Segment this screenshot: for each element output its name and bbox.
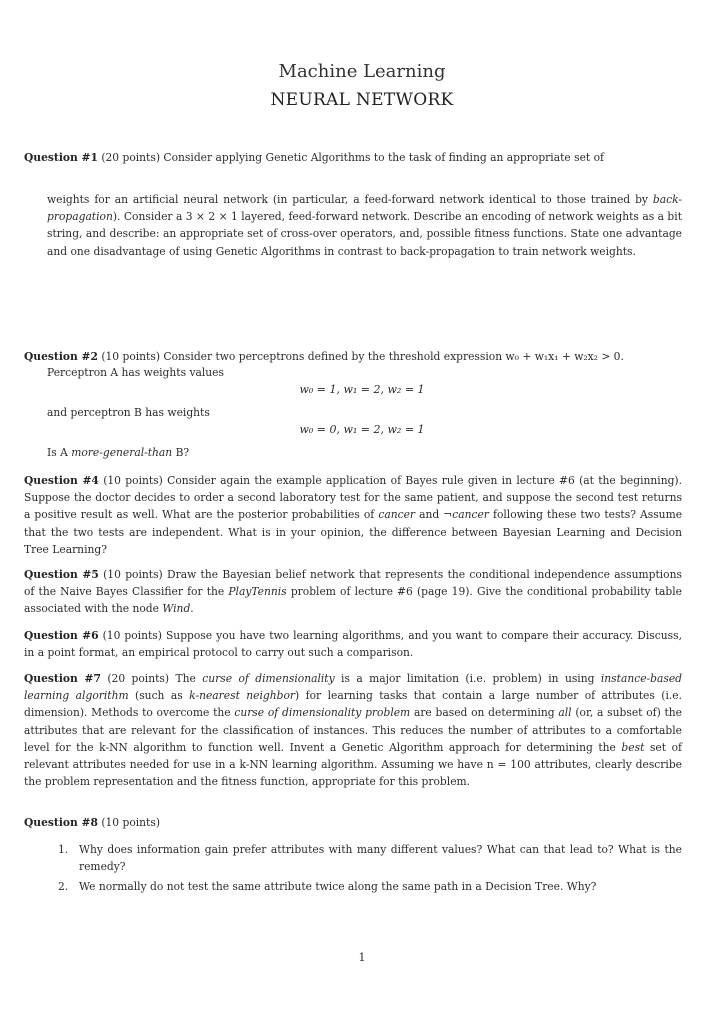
question-4-points: (10 points) bbox=[103, 474, 163, 487]
question-7-text-1: The bbox=[175, 672, 196, 685]
question-6 bbox=[24, 627, 682, 661]
question-1-label: Question #1 bbox=[24, 151, 98, 164]
question-2-weights-b: w₀ = 0, w₁ = 2, w₂ = 1 bbox=[299, 423, 425, 436]
question-7-text-7: set of relevant attributes needed for use in a k-NN learning algorithm. Assuming we have n = 100 attributes, clearly describe the problem representation and the fitness function, appropriate for this problem. bbox=[24, 740, 682, 789]
question-1-heading bbox=[24, 149, 682, 166]
question-5-emphasis-playtennis: PlayTennis bbox=[228, 585, 287, 599]
question-6-points: (10 points) bbox=[102, 629, 162, 642]
question-1-body-text-cont: ). Consider a 3 × 2 × 1 layered, feed-forward network. Describe an encoding of network weights as a bit string, and describe: an appropriate set of cross-over operators, and, possible fitness functions. State one advantage and one disadvantage of using Genetic Algorithms in contrast to back-propagation to train network weights. bbox=[47, 210, 682, 258]
question-8-label: Question #8 bbox=[24, 816, 98, 829]
question-7-text-4: ) for learning tasks that contain a large number of attributes (i.e. dimension). Methods to overcome the bbox=[24, 689, 682, 720]
question-1-body bbox=[47, 191, 682, 260]
question-4-label: Question #4 bbox=[24, 474, 99, 487]
question-8-item-1-text: Why does information gain prefer attributes with many different values? What can that lead to? What is the remedy? bbox=[79, 843, 682, 874]
question-2-intro bbox=[24, 348, 682, 365]
question-5-label: Question #5 bbox=[24, 568, 99, 581]
question-2-line-b: and perceptron B has weights bbox=[47, 406, 210, 419]
question-8-item-1 bbox=[50, 841, 682, 875]
question-6-text: Suppose you have two learning algorithms, and you want to compare their accuracy. Discuss, in a point format, an empirical protocol to carry out such a comparison. bbox=[24, 629, 682, 660]
question-5-text-end: . bbox=[190, 602, 194, 616]
question-7-emphasis-4: curse of dimensionality problem bbox=[234, 706, 411, 720]
question-2-intro-text: Consider two perceptrons defined by the threshold expression w₀ + w₁x₁ + w₂x₂ > 0. bbox=[163, 350, 624, 363]
question-7-text-6: (or, a subset of) the attributes that are relevant for the classification of instances. This reduces the number of attributes to a comfortable level for the k-NN algorithm to function well. Invent a Genetic Algorithm approach for determining the bbox=[24, 706, 683, 754]
question-2-question-end: B? bbox=[175, 446, 190, 459]
question-2-question-emphasis: more-general-than bbox=[71, 446, 173, 459]
question-7-points: (20 points) bbox=[107, 672, 170, 685]
question-5-text-cont: problem of lecture #6 (page 19). Give the conditional probability table associated with the node bbox=[24, 585, 682, 616]
question-1-first-line: Consider applying Genetic Algorithms to the task of finding an appropriate set of bbox=[163, 151, 604, 164]
question-1-body-text: weights for an artificial neural network (in particular, a feed-forward network identical to those trained by bbox=[47, 193, 648, 206]
question-4 bbox=[24, 472, 682, 558]
page-number: 1 bbox=[358, 951, 366, 964]
question-8-item-2 bbox=[50, 878, 682, 895]
question-7-emphasis-2: instance-based learning algorithm bbox=[24, 672, 682, 703]
question-1-body-emphasis: back-propagation bbox=[47, 193, 682, 224]
question-8-item-2-text: We normally do not test the same attribute twice along the same path in a Decision Tree. Why? bbox=[79, 880, 597, 893]
question-2-points: (10 points) bbox=[101, 350, 161, 363]
question-4-emphasis-not-cancer: ¬cancer bbox=[443, 508, 489, 522]
question-5-text: Draw the Bayesian belief network that represents the conditional independence assumptions of the Naive Bayes Classifier for the bbox=[24, 568, 682, 599]
question-6-label: Question #6 bbox=[24, 629, 99, 642]
question-4-emphasis-cancer: cancer bbox=[378, 508, 416, 522]
question-2-question-text: Is A bbox=[47, 446, 68, 459]
question-7-text-3: (such as bbox=[135, 689, 183, 703]
question-5 bbox=[24, 566, 682, 618]
question-7 bbox=[24, 670, 682, 790]
question-7-label: Question #7 bbox=[24, 672, 101, 685]
question-4-text: Consider again the example application of Bayes rule given in lecture #6 (at the beginning). Suppose the doctor decides to order a second laboratory test for the same patient, and suppose the second test returns a positive result as well. What are the posterior probabilities of bbox=[24, 474, 682, 522]
course-title: Machine Learning bbox=[278, 61, 446, 82]
question-2-label: Question #2 bbox=[24, 350, 98, 363]
question-7-emphasis-3: k-nearest neighbor bbox=[189, 689, 296, 703]
question-7-emphasis-5: all bbox=[558, 706, 572, 720]
question-7-text-2: is a major limitation (i.e. problem) in using bbox=[341, 672, 595, 685]
question-8-item-1-number: 1. bbox=[58, 843, 69, 856]
question-2-weights-a: w₀ = 1, w₁ = 2, w₂ = 1 bbox=[299, 383, 425, 396]
question-5-emphasis-wind: Wind bbox=[162, 602, 191, 616]
question-7-emphasis-6: best bbox=[621, 740, 645, 754]
question-8-item-2-number: 2. bbox=[58, 880, 69, 893]
question-4-text-cont: following these two tests? Assume that the two tests are independent. What is in your opinion, the difference between Bayesian Learning and Decision Tree Learning? bbox=[24, 508, 683, 556]
question-2-question bbox=[47, 446, 189, 459]
question-8-heading bbox=[24, 814, 682, 831]
topic-title: NEURAL NETWORK bbox=[270, 90, 454, 110]
question-1-points: (20 points) bbox=[101, 151, 161, 164]
question-7-text-5: are based on determining bbox=[413, 706, 555, 720]
question-7-emphasis-1: curse of dimensionality bbox=[202, 672, 335, 685]
question-2-line-a: Perceptron A has weights values bbox=[47, 366, 224, 379]
question-4-text-and: and bbox=[419, 508, 440, 522]
question-8-points: (10 points) bbox=[101, 816, 161, 829]
question-5-points: (10 points) bbox=[103, 568, 163, 581]
